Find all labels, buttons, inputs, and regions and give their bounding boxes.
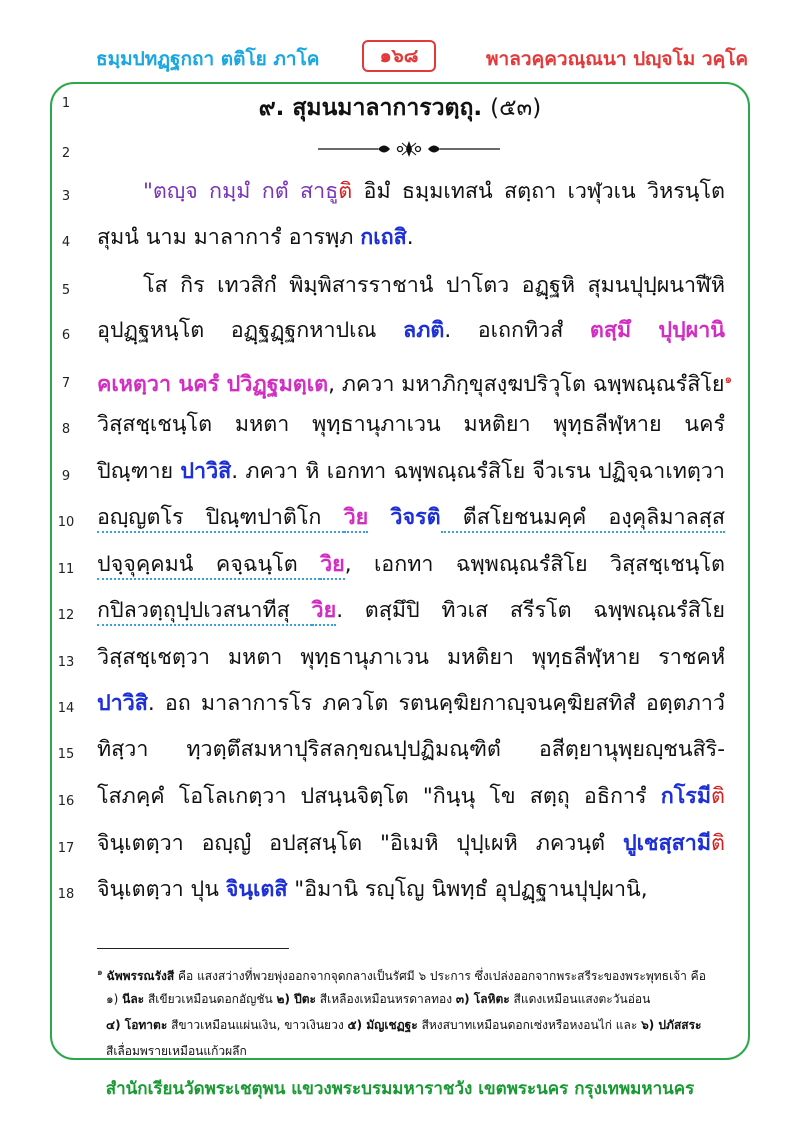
line-number: 2	[61, 146, 71, 161]
text-line-13: วิสฺสชฺเชตฺวา มหตา พุทฺธานุภาเวน มหติยา พุทฺธลีฬฺหาย ราชคหํ	[97, 645, 725, 670]
text-line-9: ปิณฺฑาย ปาวิสิ. ภควา หิ เอกทา ฉพฺพณฺณรํสิโย จีวเรน ปฏิจฺฉาเทตฺวา	[97, 459, 725, 484]
story-title	[0, 90, 800, 126]
line-number: 6	[61, 328, 71, 343]
text-line-8: วิสฺสชฺเชนฺโต มหตา พุทฺธานุภาเวน มหติยา พุทฺธลีฬฺหาย นครํ	[97, 412, 725, 437]
line-number: 9	[61, 469, 71, 484]
line-number: 14	[57, 701, 75, 716]
line-number: 1	[61, 96, 71, 111]
line-number: 4	[61, 235, 71, 250]
text-line-18: จินฺเตตฺวา ปุน จินฺเตสิ "อิมานิ รญฺโญ นิพทฺธํ อุปฏฺฐานปุปฺผานิ,	[97, 877, 648, 902]
line-number: 13	[57, 655, 75, 670]
footnote-line-3: ๔) โอทาตะ สีขาวเหมือนแผ่นเงิน, ขาวเงินยวง ๕) มัญเชฏฐะ สีหงสบาทเหมือนดอกเซ่งหรือหงอนไก่ และ ๖) ปภัสสระ	[106, 1018, 702, 1032]
page-header	[0, 0, 800, 90]
footnote-line-1: $^๑$ ฉัพพรรณรังสี คือ แสงสว่างที่พวยพุ่งออกจากจุดกลางเป็นรัศมี ๖ ประการ ซึ่งเปล่งออกจากพระสรีระของพระพุทธเจ้า คือ	[97, 968, 706, 983]
divider-ornament-icon	[316, 138, 502, 160]
text-line-5: โส กิร เทวสิกํ พิมฺพิสารราชานํ ปาโตว อฏฺฐหิ สุมนปุปฺผนาฬีหิ	[143, 273, 725, 298]
line-number: 16	[57, 794, 75, 809]
footnote-line-4: สีเลื่อมพรายเหมือนแก้วผลึก	[106, 1044, 247, 1058]
text-line-3: "ตญฺจ กมฺมํ กตํ สาธูติ อิมํ ธมฺมเทสนํ สตฺถา เวฬุวเน วิหรนฺโต	[143, 179, 725, 204]
line-number: 17	[57, 841, 75, 856]
text-line-12: กปิลวตฺถุปฺปเวสนาทีสุ วิย. ตสฺมึปิ ทิวเส สรีรโต ฉพฺพณฺณรํสิโย	[97, 595, 725, 627]
text-line-17: จินฺเตตฺวา อญฺญํ อปสฺสนฺโต "อิเมหิ ปุปฺเผหิ ภควนฺตํ ปูเชสฺสามีติ	[97, 831, 725, 856]
header-page-number: ๑๖๘	[362, 40, 436, 72]
line-number: 5	[61, 283, 71, 298]
line-number: 7	[61, 376, 71, 391]
footnote-divider	[97, 948, 289, 949]
line-number: 18	[57, 887, 75, 902]
footnote-line-2: ๑) นีละ สีเขียวเหมือนดอกอัญชัน ๒) ปีตะ สีเหลืองเหมือนหรดาลทอง ๓) โลหิตะ สีแดงเหมือนแสงตะวันอ่อน	[106, 992, 651, 1006]
text-line-14: ปาวิสิ. อถ มาลาการโร ภควโต รตนคฺฆิยกาญฺจนคฺฆิยสทิสํ อตฺตภาวํ	[97, 691, 725, 716]
line-number: 10	[57, 515, 75, 530]
story-verse-number: (๕๓)	[490, 95, 542, 121]
text-line-6: อุปฏฺฐหนฺโต อฏฺฐฏฺฐกหาปเณ ลภติ. อเถกทิวสํ ตสฺมึ ปุปฺผานิ	[97, 318, 725, 343]
header-book-title: ธมฺมปทฏฺฐกถา ตติโย ภาโค	[96, 48, 320, 70]
text-line-4: สุมนํ นาม มาลาการํ อารพฺภ กเถสิ.	[97, 225, 414, 250]
text-line-11: ปจฺจุคฺคมนํ คจฺฉนฺโต วิย, เอกทา ฉพฺพณฺณรํสิโย วิสฺสชฺเชนฺโต	[97, 549, 725, 581]
line-number: 12	[57, 608, 75, 623]
text-line-10: อญฺญตโร ปิณฺฑปาติโก วิย วิจรติ ตีสโยชนมคฺคํ องฺคุลิมาลสฺส	[97, 502, 725, 534]
story-title-text: ๙. สุมนมาลาการวตฺถุ.	[258, 95, 483, 121]
line-number: 11	[57, 562, 75, 577]
line-number: 8	[61, 422, 71, 437]
line-number: 15	[57, 747, 75, 762]
footnote-reference[interactable]: ๑	[724, 372, 733, 386]
header-chapter-title: พาลวคฺควณฺณนา ปญฺจโม วคฺโค	[486, 48, 749, 70]
line-number: 3	[61, 189, 71, 204]
page-footer: สำนักเรียนวัดพระเชตุพน แขวงพระบรมมหาราชวัง เขตพระนคร กรุงเทพมหานคร	[105, 1079, 695, 1099]
text-line-16: โสภคฺคํ โอโลเกตฺวา ปสนฺนจิตฺโต "กินฺนุ โข สตฺถุ อธิการํ กโรมีติ	[97, 784, 725, 809]
text-line-7: คเหตฺวา นครํ ปวิฏฺฐมตฺเต, ภควา มหาภิกฺขุสงฺฆปริวุโต ฉพฺพณฺณรํสิโย$^๑$	[97, 372, 733, 398]
text-line-15: ทิสฺวา ทฺวตฺตึสมหาปุริสลกฺขณปฺปฏิมณฺฑิตํ อสีตฺยานุพฺยญฺชนสิริ-	[97, 737, 725, 762]
